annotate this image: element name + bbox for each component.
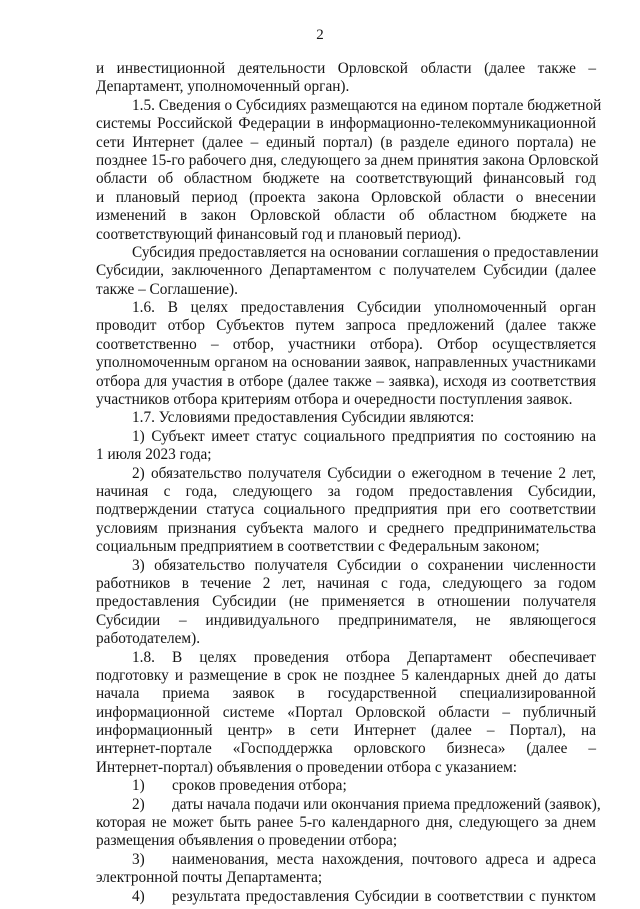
text-line: проводит отбор Субъектов путем запроса предложений (далее также <box>96 317 596 335</box>
text-line: сети Интернет (далее – единый портал) (в разделе единого портала) не <box>96 133 596 151</box>
text-line: и инвестиционной деятельности Орловской области (далее также – <box>96 60 596 77</box>
text-line: социальным предприятием в соответствии с Федеральным законом; <box>96 538 540 556</box>
text-line: изменений в закон Орловской области об областном бюджете на <box>96 207 596 225</box>
text-line: предоставления Субсидии (не применяется в отношении получателя <box>96 593 596 611</box>
list-item <box>96 795 601 814</box>
list-number: 3) <box>132 850 145 868</box>
text-line: подтверждении статуса социального предприятия при его соответствии <box>96 501 596 519</box>
text-line: начиная с года, следующего за годом предоставления Субсидии, <box>96 482 596 500</box>
text-line: соответствующий финансовый год и плановый период). <box>96 225 462 243</box>
list-item <box>96 777 596 795</box>
text-line: 1 июля 2023 года; <box>96 446 212 464</box>
text-line: начала приема заявок в государственной специализированной <box>96 685 596 703</box>
text-line: 1.6. В целях предоставления Субсидии уполномоченный орган <box>132 299 596 317</box>
text-line: 1.5. Сведения о Субсидиях размещаются на едином портале бюджетной <box>132 96 602 114</box>
text-line: и плановый период (проекта закона Орловской области о внесении <box>96 188 596 206</box>
list-number: 2) <box>132 795 145 813</box>
list-number: 4) <box>132 887 145 905</box>
text-line: электронной почты Департамента; <box>96 869 323 887</box>
text-line: работников в течение 2 лет, начиная с года, следующего за годом <box>96 574 596 592</box>
text-line: 3) обязательство получателя Субсидии о сохранении численности <box>132 556 596 574</box>
text-line: Субсидия предоставляется на основании соглашения о предоставлении <box>132 243 599 261</box>
text-line: области об областном бюджете на соответствующий финансовый год <box>96 170 596 188</box>
text-line: позднее 15-го рабочего дня, следующего за днем принятия закона Орловской <box>96 151 599 169</box>
text-line: 1.7. Условиями предоставления Субсидии являются: <box>132 409 475 427</box>
text-line: участников отбора критериям отбора и очередности поступления заявок. <box>96 391 573 409</box>
text-line: 1) Субъект имеет статус социального предприятия по состоянию на <box>132 427 596 445</box>
text-line: которая не может быть ранее 5-го календарного дня, следующего за днем <box>96 814 596 832</box>
list-item <box>96 888 596 906</box>
text-line: системы Российской Федерации в информационно-телекоммуникационной <box>96 115 596 133</box>
text-line: Интернет-портал) объявления о проведении отбора с указанием: <box>96 758 518 776</box>
text-line: работодателем). <box>96 630 201 648</box>
page-number: 2 <box>316 27 324 43</box>
text-line: Субсидии, заключенного Департаментом с получателем Субсидии (далее <box>96 262 596 280</box>
text-line: уполномоченным органом на основании заявок, направленных участниками <box>96 354 596 372</box>
text-line: 1.8. В целях проведения отбора Департамент обеспечивает <box>132 648 596 666</box>
text-line: 2) обязательство получателя Субсидии о ежегодном в течение 2 лет, <box>132 464 596 482</box>
text-line: подготовку и размещение в срок не позднее 5 календарных дней до даты <box>96 666 596 684</box>
list-text: даты начала подачи или окончания приема предложений (заявок), <box>172 795 601 813</box>
list-number: 1) <box>132 777 145 795</box>
list-item <box>96 851 596 869</box>
text-line: отбора для участия в отборе (далее также – заявка), исходя из соответствия <box>96 372 596 390</box>
text-line: размещения объявления о проведении отбора; <box>96 832 398 850</box>
text-line: соответственно – отбор, участники отбора). Отбор осуществляется <box>96 335 596 353</box>
text-line: Субсидии – индивидуального предпринимателя, не являющегося <box>96 611 596 629</box>
list-text: наименования, места нахождения, почтового адреса и адреса <box>172 850 596 868</box>
text-line: информационной системе «Портал Орловской области – публичный <box>96 703 596 721</box>
text-line: Департамент, уполномоченный орган). <box>96 78 350 96</box>
text-line: условиям признания субъекта малого и среднего предпринимательства <box>96 519 596 537</box>
text-line: информационный центр» в сети Интернет (далее – Портал), на <box>96 722 596 740</box>
list-text: результата предоставления Субсидии в соответствии с пунктом <box>172 887 596 905</box>
document-body <box>96 60 602 906</box>
list-text: сроков проведения отбора; <box>172 777 347 795</box>
text-line: также – Соглашение). <box>96 280 238 298</box>
text-line: интернет-портале «Господдержка орловского бизнеса» (далее – <box>96 740 596 758</box>
